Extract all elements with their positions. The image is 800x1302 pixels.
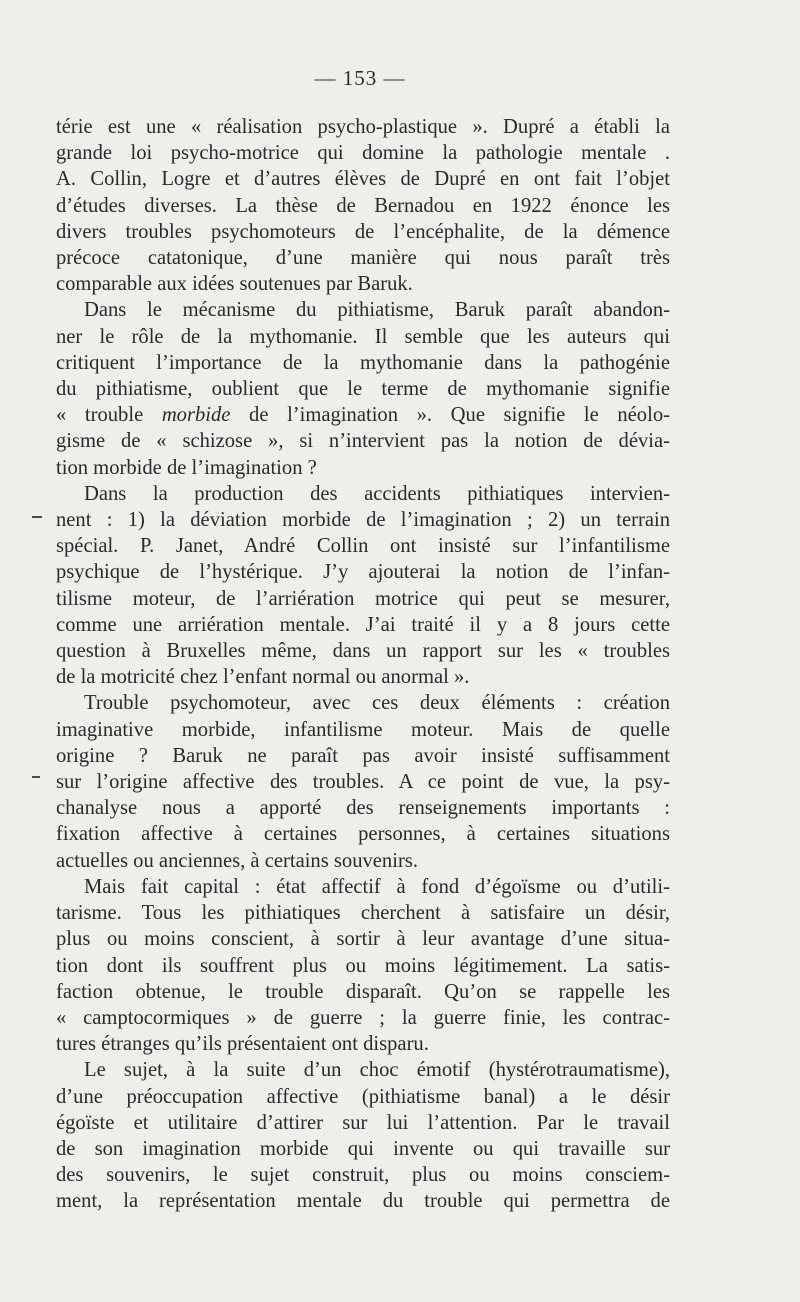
text-line: tion morbide de l’imagination ? — [56, 456, 317, 479]
text-line: actuelles ou anciennes, à certains souvenirs. — [56, 849, 418, 872]
text-line: ner le rôle de la mythomanie. Il semble que les auteurs qui — [56, 325, 670, 348]
text-line: du pithiatisme, oublient que le terme de mythomanie signifie — [56, 378, 670, 401]
text-line: précoce catatonique, d’une manière qui nous paraît très — [56, 247, 670, 270]
text-line: « trouble morbide de l’imagination ». Que signifie le néolo- — [56, 404, 670, 427]
text-line: gisme de « schizose », si n’intervient pas la notion de dévia- — [56, 430, 670, 453]
paragraph — [56, 690, 670, 873]
text-line: origine ? Baruk ne paraît pas avoir insisté suffisamment — [56, 744, 670, 767]
text-line: térie est une « réalisation psycho-plastique ». Dupré a établi la — [56, 116, 670, 138]
paragraph — [56, 114, 670, 297]
text-line: Mais fait capital : état affectif à fond d’égoïsme ou d’utili- — [84, 875, 670, 898]
text-line: spécial. P. Janet, André Collin ont insisté sur l’infantilisme — [56, 535, 670, 558]
text-line: égoïste et utilitaire d’attirer sur lui l’attention. Par le travail — [56, 1111, 670, 1134]
text-line: Dans le mécanisme du pithiatisme, Baruk paraît abandon- — [84, 299, 670, 322]
margin-mark — [32, 516, 42, 518]
paragraph — [56, 481, 670, 691]
text-line: tures étranges qu’ils présentaient ont disparu. — [56, 1033, 429, 1056]
text-line: comme une arriération mentale. J’ai traité il y a 8 jours cette — [56, 613, 670, 636]
text-line: comparable aux idées soutenues par Baruk. — [56, 273, 413, 296]
text-line: nent : 1) la déviation morbide de l’imagination ; 2) un terrain — [56, 509, 670, 532]
paragraph — [56, 297, 670, 480]
text-line: tarisme. Tous les pithiatiques cherchent à satisfaire un désir, — [56, 902, 670, 925]
text-line: faction obtenue, le trouble disparaît. Qu’on se rappelle les — [56, 980, 670, 1003]
text-line: plus ou moins conscient, à sortir à leur avantage d’une situa- — [56, 928, 670, 951]
text-line: grande loi psycho-motrice qui domine la pathologie mentale . — [56, 142, 670, 165]
text-line: question à Bruxelles même, dans un rapport sur les « troubles — [56, 640, 670, 663]
text-line: d’une préoccupation affective (pithiatisme banal) a le désir — [56, 1085, 670, 1108]
text-line: fixation affective à certaines personnes, à certaines situations — [56, 823, 670, 846]
text-line: Dans la production des accidents pithiatiques intervien- — [84, 482, 670, 505]
text-line: A. Collin, Logre et d’autres élèves de Dupré en ont fait l’objet — [56, 168, 670, 191]
text-line: de son imagination morbide qui invente ou qui travaille sur — [56, 1137, 670, 1160]
text-line: tilisme moteur, de l’arriération motrice qui peut se mesurer, — [56, 587, 670, 610]
text-line: tion dont ils souffrent plus ou moins légitimement. La satis- — [56, 954, 670, 977]
text-line: divers troubles psychomoteurs de l’encéphalite, de la démence — [56, 220, 670, 243]
text-line: d’études diverses. La thèse de Bernadou en 1922 énonce les — [56, 194, 670, 217]
text-line: ment, la représentation mentale du trouble qui permettra de — [56, 1190, 670, 1213]
text-line: critiquent l’importance de la mythomanie dans la pathogénie — [56, 351, 670, 374]
text-line: psychique de l’hystérique. J’y ajouterai la notion de l’infan- — [56, 561, 670, 584]
margin-mark — [32, 776, 40, 778]
text-line: « camptocormiques » de guerre ; la guerre finie, les contrac- — [56, 1006, 670, 1029]
text-line: de la motricité chez l’enfant normal ou anormal ». — [56, 666, 470, 689]
page-number: — 153 — — [314, 66, 406, 90]
text-line: imaginative morbide, infantilisme moteur. Mais de quelle — [56, 718, 670, 741]
paragraph — [56, 1057, 670, 1214]
paragraph — [56, 874, 670, 1057]
text-line: Trouble psychomoteur, avec ces deux éléments : création — [84, 692, 670, 715]
text-line: chanalyse nous a apporté des renseignements importants : — [56, 797, 670, 820]
text-line: des souvenirs, le sujet construit, plus ou moins consciem- — [56, 1164, 670, 1187]
text-line: sur l’origine affective des troubles. A ce point de vue, la psy- — [56, 771, 670, 794]
body-text — [56, 114, 670, 1215]
text-line: Le sujet, à la suite d’un choc émotif (hystérotraumatisme), — [84, 1059, 670, 1082]
